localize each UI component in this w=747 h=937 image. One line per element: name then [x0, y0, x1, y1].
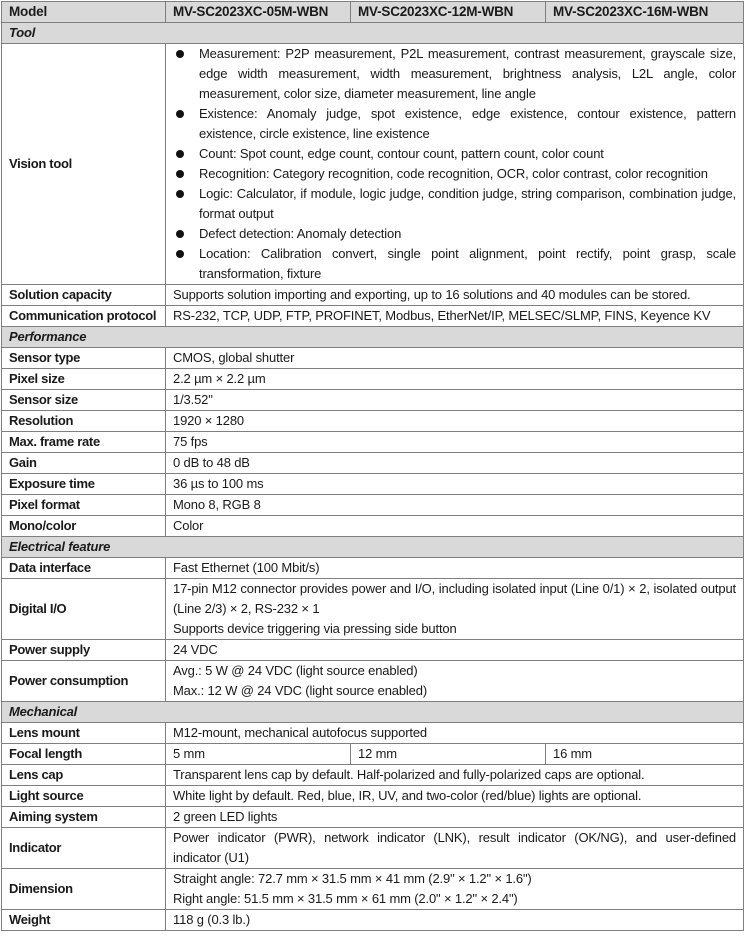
section-title: Performance — [2, 327, 744, 348]
row-value: 2 green LED lights — [166, 807, 744, 828]
table-row — [2, 348, 744, 369]
row-value: Mono 8, RGB 8 — [166, 495, 744, 516]
value-line: Supports device triggering via pressing side button — [173, 621, 457, 636]
spec-table — [1, 1, 744, 931]
row-label: Indicator — [2, 828, 166, 869]
row-label: Mono/color — [2, 516, 166, 537]
list-item: Existence: Anomaly judge, spot existence, edge existence, contour existence, pattern existence, circle existence, line existence — [173, 104, 736, 144]
value-line: Right angle: 51.5 mm × 31.5 mm × 61 mm (2.0" × 1.2" × 2.4") — [173, 891, 518, 906]
table-row — [2, 661, 744, 702]
table-row — [2, 910, 744, 931]
table-row — [2, 285, 744, 306]
row-label: Light source — [2, 786, 166, 807]
model-05m: MV-SC2023XC-05M-WBN — [166, 2, 351, 23]
table-header-row — [2, 2, 744, 23]
row-value: 0 dB to 48 dB — [166, 453, 744, 474]
table-row — [2, 744, 744, 765]
model-16m: MV-SC2023XC-16M-WBN — [546, 2, 744, 23]
section-electrical — [2, 537, 744, 558]
bullet-icon — [176, 150, 184, 158]
value-line: Max.: 12 W @ 24 VDC (light source enabled) — [173, 683, 428, 698]
focal-length-12m: 12 mm — [351, 744, 546, 765]
row-label: Pixel format — [2, 495, 166, 516]
row-value: 36 µs to 100 ms — [166, 474, 744, 495]
focal-length-16m: 16 mm — [546, 744, 744, 765]
row-value: 2.2 µm × 2.2 µm — [166, 369, 744, 390]
table-row — [2, 579, 744, 640]
bullet-icon — [176, 170, 184, 178]
row-value — [166, 661, 744, 702]
row-label: Dimension — [2, 869, 166, 910]
row-label: Exposure time — [2, 474, 166, 495]
row-label: Focal length — [2, 744, 166, 765]
row-value: Color — [166, 516, 744, 537]
row-value: 118 g (0.3 lb.) — [166, 910, 744, 931]
table-row — [2, 453, 744, 474]
table-row — [2, 869, 744, 910]
row-value: 1/3.52" — [166, 390, 744, 411]
section-title: Tool — [2, 23, 744, 44]
bullet-icon — [176, 50, 184, 58]
model-12m: MV-SC2023XC-12M-WBN — [351, 2, 546, 23]
row-value: Transparent lens cap by default. Half-polarized and fully-polarized caps are optional. — [166, 765, 744, 786]
row-value — [166, 869, 744, 910]
table-row — [2, 765, 744, 786]
row-label: Aiming system — [2, 807, 166, 828]
row-label: Solution capacity — [2, 285, 166, 306]
table-row — [2, 640, 744, 661]
value-line: Avg.: 5 W @ 24 VDC (light source enabled) — [173, 663, 418, 678]
value-line: Straight angle: 72.7 mm × 31.5 mm × 41 mm (2.9" × 1.2" × 1.6") — [173, 871, 532, 886]
row-value: 1920 × 1280 — [166, 411, 744, 432]
row-label: Digital I/O — [2, 579, 166, 640]
section-tool — [2, 23, 744, 44]
list-item: Location: Calibration convert, single point alignment, point rectify, point grasp, scale transformation, fixture — [173, 244, 736, 284]
row-value: Power indicator (PWR), network indicator (LNK), result indicator (OK/NG), and user-defined indicator (U1) — [166, 828, 744, 869]
row-value — [166, 579, 744, 640]
row-label: Weight — [2, 910, 166, 931]
section-mechanical — [2, 702, 744, 723]
bullet-icon — [176, 230, 184, 238]
row-label: Lens mount — [2, 723, 166, 744]
list-item: Count: Spot count, edge count, contour count, pattern count, color count — [173, 144, 736, 164]
table-row — [2, 432, 744, 453]
bullet-icon — [176, 250, 184, 258]
table-row — [2, 390, 744, 411]
row-value: 75 fps — [166, 432, 744, 453]
row-label: Power consumption — [2, 661, 166, 702]
row-label: Gain — [2, 453, 166, 474]
list-item: Recognition: Category recognition, code recognition, OCR, color contrast, color recognition — [173, 164, 736, 184]
table-row — [2, 807, 744, 828]
row-label: Max. frame rate — [2, 432, 166, 453]
section-title: Mechanical — [2, 702, 744, 723]
value-line: 17-pin M12 connector provides power and I/O, including isolated input (Line 0/1) × 2, isolated output (Line 2/3) × 2, RS-232 × 1 — [173, 581, 736, 616]
vision-tool-list — [166, 44, 744, 285]
table-row — [2, 306, 744, 327]
table-row — [2, 44, 744, 285]
bullet-icon — [176, 110, 184, 118]
table-row — [2, 723, 744, 744]
row-value: M12-mount, mechanical autofocus supported — [166, 723, 744, 744]
table-row — [2, 516, 744, 537]
row-value: 24 VDC — [166, 640, 744, 661]
list-item: Defect detection: Anomaly detection — [173, 224, 736, 244]
table-row — [2, 558, 744, 579]
table-row — [2, 828, 744, 869]
row-label: Power supply — [2, 640, 166, 661]
row-label: Lens cap — [2, 765, 166, 786]
bullet-icon — [176, 190, 184, 198]
table-row — [2, 369, 744, 390]
table-row — [2, 495, 744, 516]
row-value: Supports solution importing and exporting, up to 16 solutions and 40 modules can be stored. — [166, 285, 744, 306]
section-performance — [2, 327, 744, 348]
list-item: Measurement: P2P measurement, P2L measurement, contrast measurement, grayscale size, edge width measurement, width measurement, brightness analysis, L2L angle, color measurement, color size, diameter measurement, line angle — [173, 44, 736, 104]
table-row — [2, 411, 744, 432]
row-label: Data interface — [2, 558, 166, 579]
row-label: Communication protocol — [2, 306, 166, 327]
row-label: Sensor size — [2, 390, 166, 411]
row-value: RS-232, TCP, UDP, FTP, PROFINET, Modbus, EtherNet/IP, MELSEC/SLMP, FINS, Keyence KV — [166, 306, 744, 327]
row-value: Fast Ethernet (100 Mbit/s) — [166, 558, 744, 579]
row-label: Vision tool — [2, 44, 166, 285]
row-label: Resolution — [2, 411, 166, 432]
row-value: White light by default. Red, blue, IR, UV, and two-color (red/blue) lights are optional. — [166, 786, 744, 807]
model-label: Model — [2, 2, 166, 23]
table-row — [2, 786, 744, 807]
focal-length-05m: 5 mm — [166, 744, 351, 765]
row-label: Pixel size — [2, 369, 166, 390]
row-label: Sensor type — [2, 348, 166, 369]
row-value: CMOS, global shutter — [166, 348, 744, 369]
table-row — [2, 474, 744, 495]
section-title: Electrical feature — [2, 537, 744, 558]
list-item: Logic: Calculator, if module, logic judge, condition judge, string comparison, combination judge, format output — [173, 184, 736, 224]
